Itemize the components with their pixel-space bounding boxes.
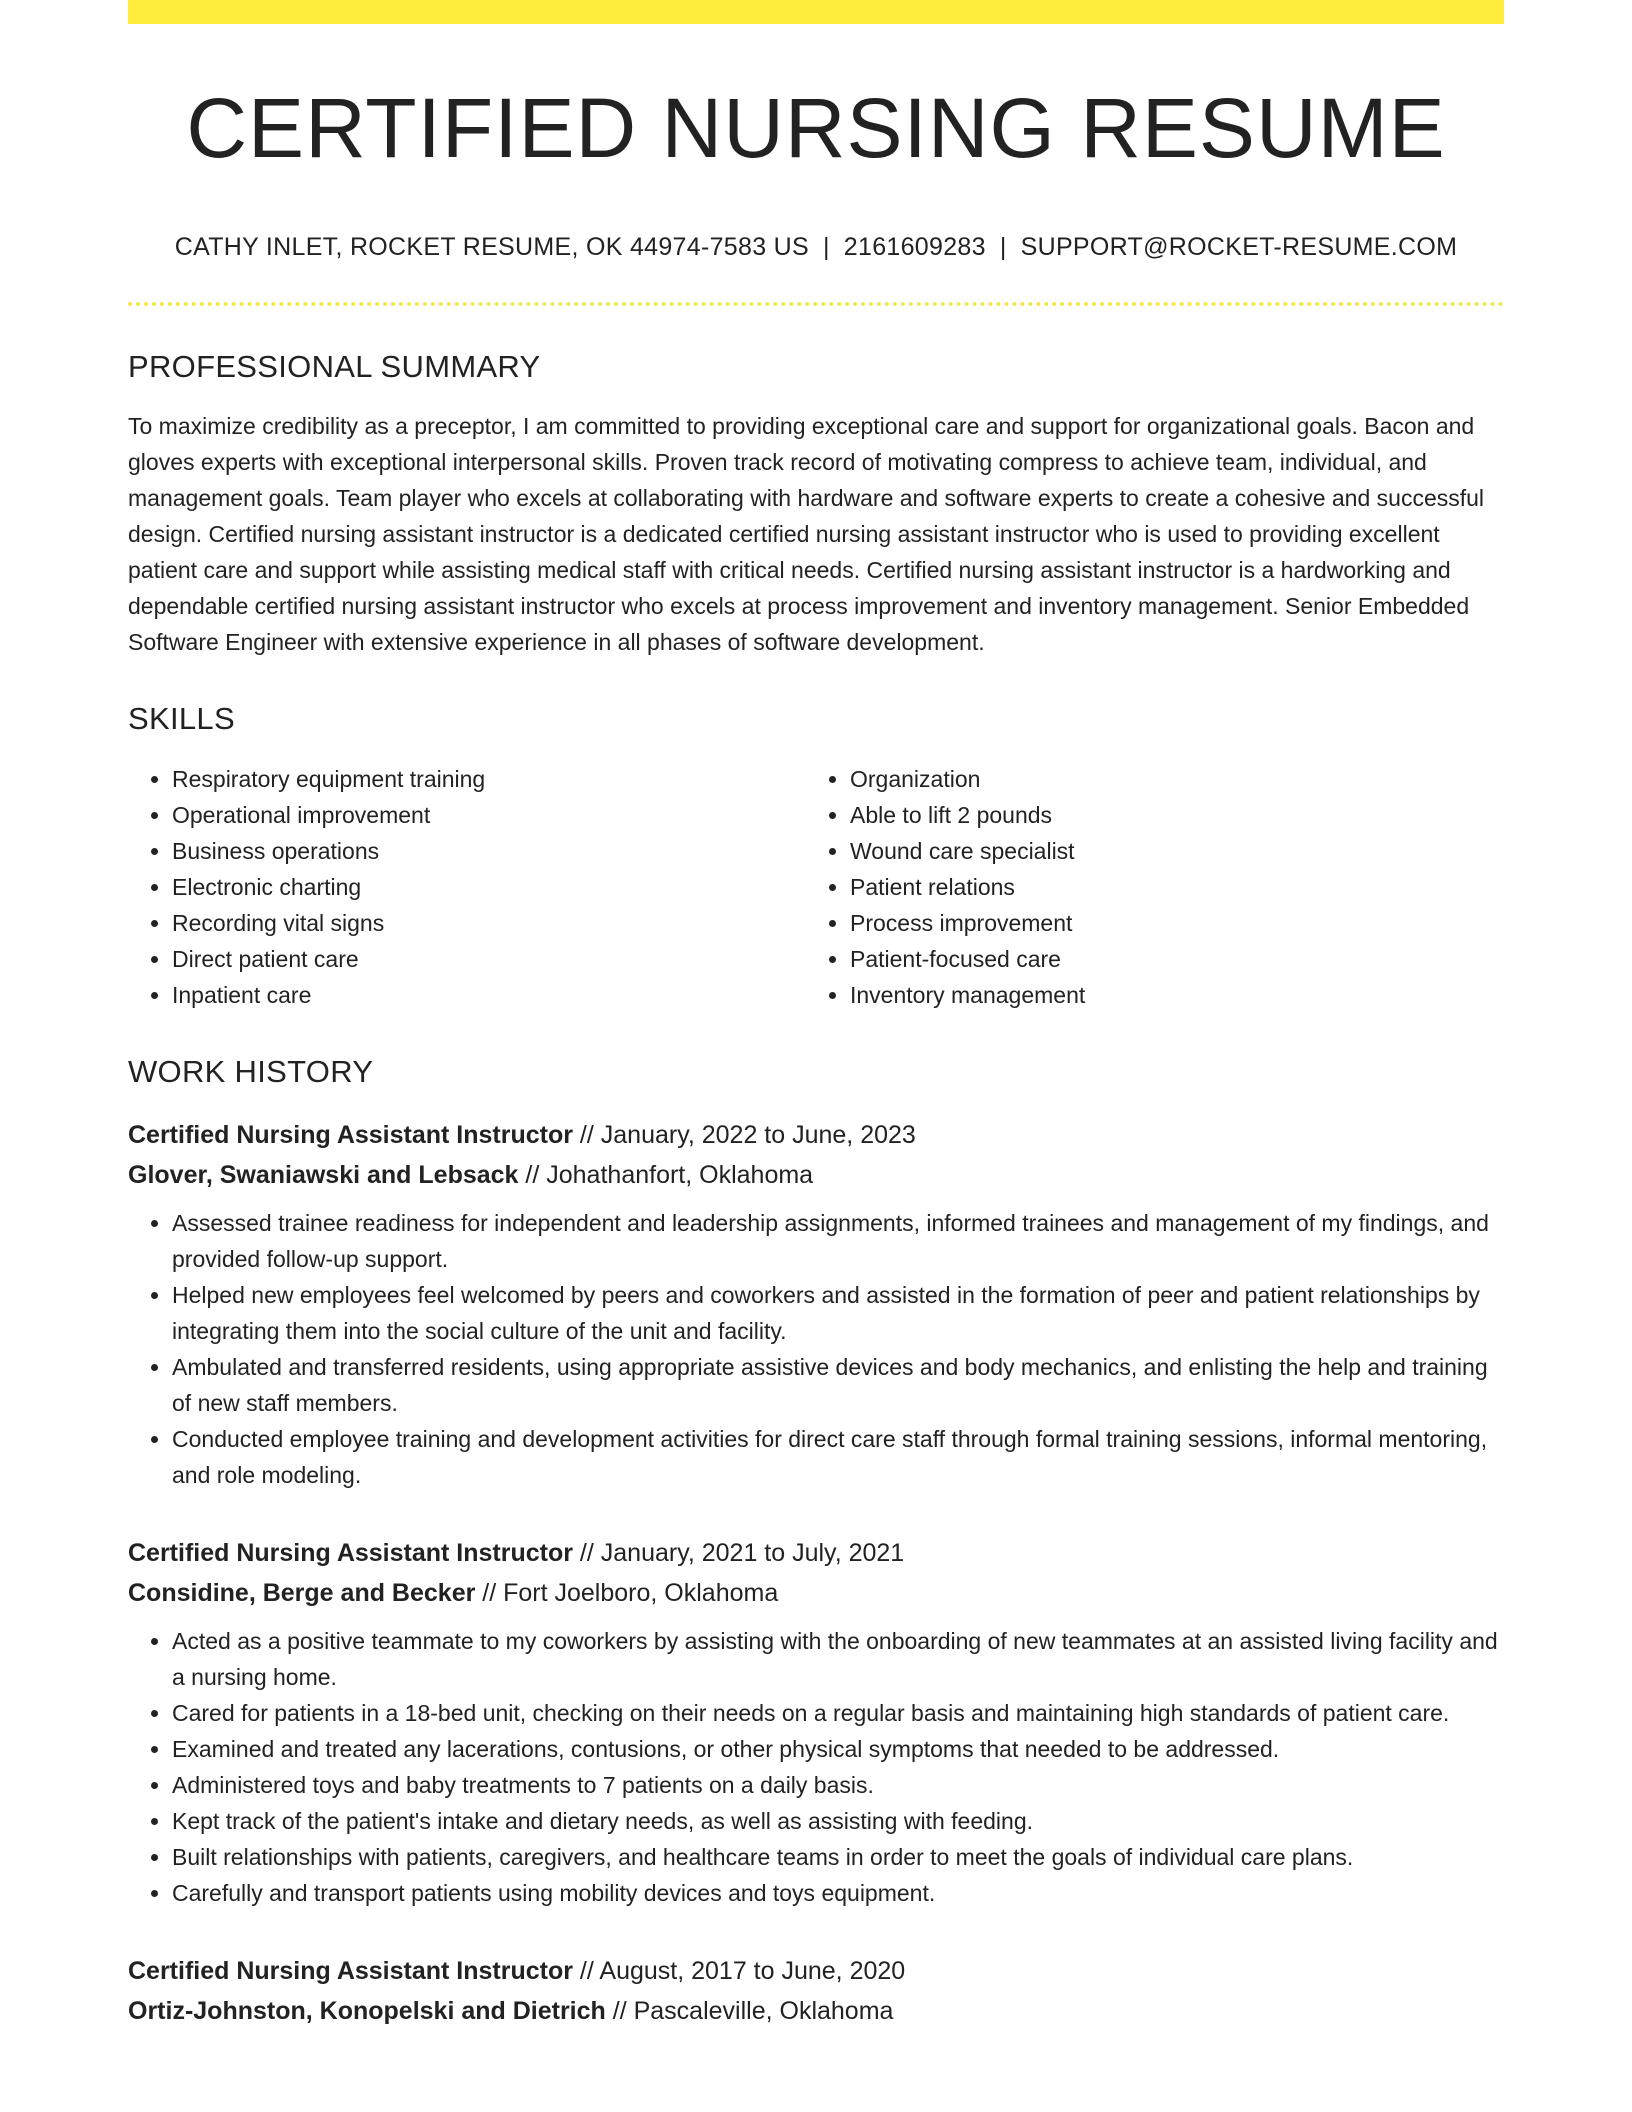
skill-item: • Inpatient care [172, 977, 806, 1013]
job-title: Certified Nursing Assistant Instructor [128, 1956, 573, 1985]
job-location: // Fort Joelboro, Oklahoma [475, 1578, 779, 1607]
job-company-line [128, 1573, 1504, 1613]
job-company-line [128, 1991, 1504, 2031]
duty-item: • Conducted employee training and development activities for direct care staff through formal training sessions, informal mentoring, and role modeling. [172, 1421, 1504, 1493]
job-entry [128, 1951, 1504, 2031]
summary-heading: PROFESSIONAL SUMMARY [128, 349, 541, 385]
job-company: Considine, Berge and Becker [128, 1578, 476, 1607]
duty-item: • Helped new employees feel welcomed by peers and coworkers and assisted in the formation of peer and patient relationships by integrating them into the social culture of the unit and facility. [172, 1277, 1504, 1349]
duty-item: • Built relationships with patients, caregivers, and healthcare teams in order to meet the goals of individual care plans. [172, 1839, 1504, 1875]
duty-item: • Examined and treated any lacerations, contusions, or other physical symptoms that needed to be addressed. [172, 1731, 1504, 1767]
page-title: CERTIFIED NURSING RESUME [186, 81, 1446, 175]
job-company-line [128, 1155, 1504, 1195]
skill-item: • Wound care specialist [850, 833, 1484, 869]
job-dates: // August, 2017 to June, 2020 [572, 1956, 906, 1985]
contact-separator: | [999, 233, 1007, 262]
skill-item: • Inventory management [850, 977, 1484, 1013]
job-title: Certified Nursing Assistant Instructor [128, 1538, 573, 1567]
duty-item: • Acted as a positive teammate to my coworkers by assisting with the onboarding of new teammates at an assisted living facility and a nursing home. [172, 1623, 1504, 1695]
job-dates: // January, 2022 to June, 2023 [572, 1120, 916, 1149]
contact-line [128, 232, 1504, 262]
contact-email: SUPPORT@ROCKET-RESUME.COM [1020, 233, 1458, 262]
skills-list-left [128, 761, 806, 1013]
job-title-line [128, 1533, 1504, 1573]
job-title-line [128, 1115, 1504, 1155]
skill-item: • Patient relations [850, 869, 1484, 905]
skill-item: • Direct patient care [172, 941, 806, 977]
job-location: // Pascaleville, Oklahoma [605, 1996, 894, 2025]
skill-item: • Recording vital signs [172, 905, 806, 941]
skill-item: • Patient-focused care [850, 941, 1484, 977]
skills-list-right [806, 761, 1484, 1013]
skill-item: • Organization [850, 761, 1484, 797]
skills-heading: SKILLS [128, 701, 235, 737]
skill-item: • Operational improvement [172, 797, 806, 833]
job-company: Ortiz-Johnston, Konopelski and Dietrich [128, 1996, 606, 2025]
duty-item: • Assessed trainee readiness for independent and leadership assignments, informed trainees and management of my findings, and provided follow-up support. [172, 1205, 1504, 1277]
contact-separator: | [822, 233, 830, 262]
duty-item: • Administered toys and baby treatments to 7 patients on a daily basis. [172, 1767, 1504, 1803]
resume-content [128, 24, 1504, 2031]
duty-item: • Ambulated and transferred residents, using appropriate assistive devices and body mechanics, and enlisting the help and training of new staff members. [172, 1349, 1504, 1421]
skill-item: • Able to lift 2 pounds [850, 797, 1484, 833]
job-entry [128, 1533, 1504, 1911]
job-dates: // January, 2021 to July, 2021 [572, 1538, 905, 1567]
job-duties [128, 1205, 1504, 1493]
work-history-heading: WORK HISTORY [128, 1053, 374, 1089]
job-title: Certified Nursing Assistant Instructor [128, 1120, 573, 1149]
skill-item: • Respiratory equipment training [172, 761, 806, 797]
job-duties [128, 1623, 1504, 1911]
skills-columns [128, 761, 1504, 1013]
duty-item: • Kept track of the patient's intake and dietary needs, as well as assisting with feeding. [172, 1803, 1504, 1839]
skill-item: • Process improvement [850, 905, 1484, 941]
job-entry [128, 1115, 1504, 1493]
job-company: Glover, Swaniawski and Lebsack [128, 1160, 519, 1189]
dotted-divider [128, 302, 1504, 306]
accent-bar [128, 0, 1504, 24]
job-title-line [128, 1951, 1504, 1991]
job-location: // Johathanfort, Oklahoma [518, 1160, 814, 1189]
contact-phone: 2161609283 [843, 233, 986, 262]
duty-item: • Carefully and transport patients using mobility devices and toys equipment. [172, 1875, 1504, 1911]
summary-text: To maximize credibility as a preceptor, I am committed to providing exceptional care and support for organizational goals. Bacon and gloves experts with exceptional interpersonal skills. Proven track record of motivating compress to achieve team, individual, and management goals. Team player who excels at collaborating with hardware and software experts to create a cohesive and successful design. Certified nursing assistant instructor is a dedicated certified nursing assistant instructor who is used to providing excellent patient care and support while assisting medical staff with critical needs. Certified nursing assistant instructor is a hardworking and dependable certified nursing assistant instructor who excels at process improvement and inventory management. Senior Embedded Software Engineer with extensive experience in all phases of software development. [128, 413, 1485, 656]
skill-item: • Electronic charting [172, 869, 806, 905]
skill-item: • Business operations [172, 833, 806, 869]
duty-item: • Cared for patients in a 18-bed unit, checking on their needs on a regular basis and maintaining high standards of patient care. [172, 1695, 1504, 1731]
contact-address: CATHY INLET, ROCKET RESUME, OK 44974-7583 US [174, 233, 809, 262]
